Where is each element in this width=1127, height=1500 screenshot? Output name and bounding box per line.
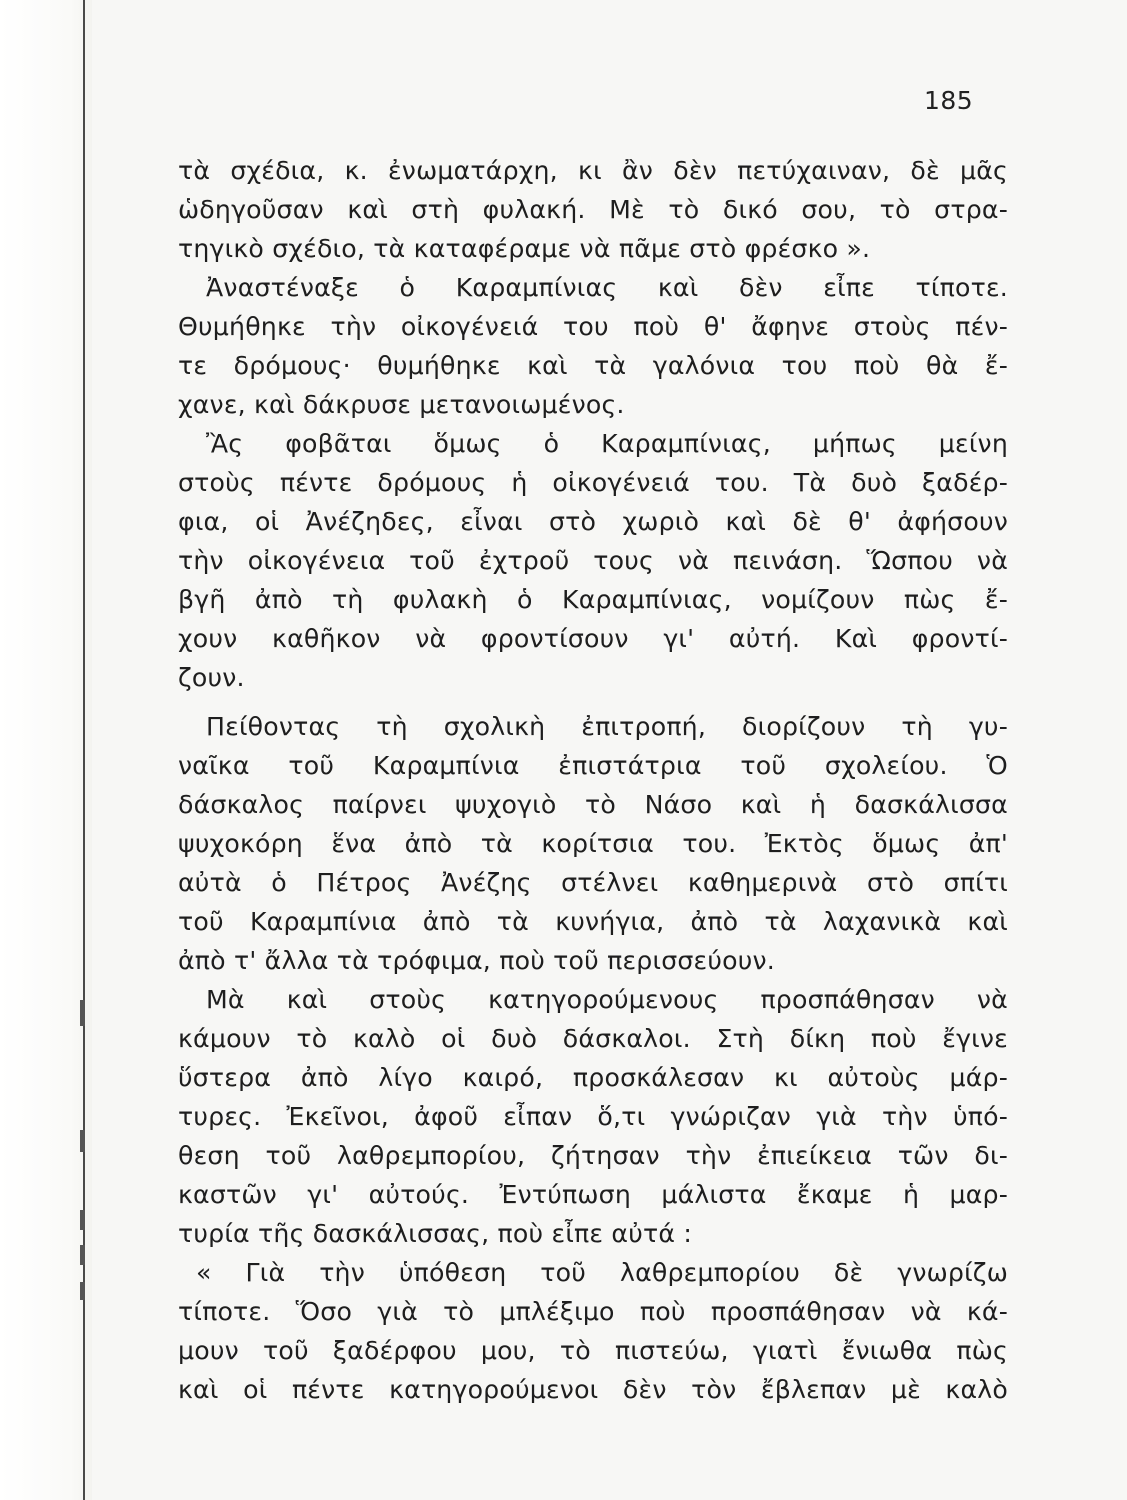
text-line: Ἂς φοβᾶται ὅμως ὁ Καραμπίνιας, μήπως μείνη xyxy=(206,429,1008,458)
text-line: τυρες. Ἐκεῖνοι, ἀφοῦ εἶπαν ὅ,τι γνώριζαν γιὰ τὴν ὑπό- xyxy=(178,1102,1008,1131)
text-line: τοῦ Καραμπίνια ἀπὸ τὰ κυνήγια, ἀπὸ τὰ λαχανικὰ καὶ xyxy=(178,907,1008,936)
text-line: μουν τοῦ ξαδέρφου μου, τὸ πιστεύω, γιατὶ ἔνιωθα πὼς xyxy=(178,1336,1008,1365)
text-line: καστῶν γι' αὐτούς. Ἐντύπωση μάλιστα ἔκαμε ἡ μαρ- xyxy=(178,1180,1008,1209)
page-number: 185 xyxy=(924,86,974,115)
text-line: βγῆ ἀπὸ τὴ φυλακὴ ὁ Καραμπίνιας, νομίζουν πὼς ἔ- xyxy=(178,585,1008,614)
text-line: φια, οἱ Ἀνέζηδες, εἶναι στὸ χωριὸ καὶ δὲ θ' ἀφήσουν xyxy=(178,507,1008,536)
edge-mark xyxy=(80,1130,85,1152)
text-line: τίποτε. Ὅσο γιὰ τὸ μπλέξιμο ποὺ προσπάθησαν νὰ κά- xyxy=(178,1297,1008,1326)
text-line: στοὺς πέντε δρόμους ἡ οἰκογένειά του. Τὰ δυὸ ξαδέρ- xyxy=(178,468,1008,497)
text-line: ζουν. xyxy=(178,663,245,692)
text-line: ψυχοκόρη ἕνα ἀπὸ τὰ κορίτσια του. Ἐκτὸς ὅμως ἀπ' xyxy=(178,829,1008,858)
page-binding-edge xyxy=(0,0,92,1500)
text-line: χανε, καὶ δάκρυσε μετανοιωμένος. xyxy=(178,390,625,419)
text-line: Μὰ καὶ στοὺς κατηγορούμενους προσπάθησαν νὰ xyxy=(206,985,1008,1014)
edge-mark xyxy=(80,1000,85,1026)
text-line: ναῖκα τοῦ Καραμπίνια ἐπιστάτρια τοῦ σχολείου. Ὁ xyxy=(178,751,1008,780)
binding-line xyxy=(83,0,85,1500)
text-line: τυρία τῆς δασκάλισσας, ποὺ εἶπε αὐτά : xyxy=(178,1219,693,1248)
edge-mark xyxy=(80,1210,85,1230)
text-line: Πείθοντας τὴ σχολικὴ ἐπιτροπή, διορίζουν τὴ γυ- xyxy=(206,712,1008,741)
text-line: τε δρόμους· θυμήθηκε καὶ τὰ γαλόνια του ποὺ θὰ ἔ- xyxy=(178,351,1008,380)
edge-mark xyxy=(80,1245,85,1265)
text-line: κάμουν τὸ καλὸ οἱ δυὸ δάσκαλοι. Στὴ δίκη ποὺ ἔγινε xyxy=(178,1024,1008,1053)
text-line: Θυμήθηκε τὴν οἰκογένειά του ποὺ θ' ἄφηνε στοὺς πέν- xyxy=(178,312,1008,341)
text-line: τηγικὸ σχέδιο, τὰ καταφέραμε νὰ πᾶμε στὸ φρέσκο ». xyxy=(178,234,871,263)
text-line: τὴν οἰκογένεια τοῦ ἐχτροῦ τους νὰ πεινάση. Ὥσπου νὰ xyxy=(178,546,1008,575)
text-line: ὡδηγοῦσαν καὶ στὴ φυλακή. Μὲ τὸ δικό σου, τὸ στρα- xyxy=(178,195,1008,224)
text-line: θεση τοῦ λαθρεμπορίου, ζήτησαν τὴν ἐπιείκεια τῶν δι- xyxy=(178,1141,1008,1170)
text-line: « Γιὰ τὴν ὑπόθεση τοῦ λαθρεμπορίου δὲ γνωρίζω xyxy=(196,1258,1008,1287)
text-line: ὕστερα ἀπὸ λίγο καιρό, προσκάλεσαν κι αὐτοὺς μάρ- xyxy=(178,1063,1008,1092)
text-line: τὰ σχέδια, κ. ἐνωματάρχη, κι ἂν δὲν πετύχαιναν, δὲ μᾶς xyxy=(178,156,1008,185)
edge-mark xyxy=(80,1282,85,1300)
text-line: αὐτὰ ὁ Πέτρος Ἀνέζης στέλνει καθημερινὰ στὸ σπίτι xyxy=(178,868,1008,897)
text-line: ἀπὸ τ' ἄλλα τὰ τρόφιμα, ποὺ τοῦ περισσεύουν. xyxy=(178,946,775,975)
text-line: καὶ οἱ πέντε κατηγορούμενοι δὲν τὸν ἔβλεπαν μὲ καλὸ xyxy=(178,1375,1008,1404)
text-line: χουν καθῆκον νὰ φροντίσουν γι' αὐτή. Καὶ φροντί- xyxy=(178,624,1008,653)
text-line: Ἀναστέναξε ὁ Καραμπίνιας καὶ δὲν εἶπε τίποτε. xyxy=(206,273,1008,302)
text-line: δάσκαλος παίρνει ψυχογιὸ τὸ Νάσο καὶ ἡ δασκάλισσα xyxy=(178,790,1008,819)
